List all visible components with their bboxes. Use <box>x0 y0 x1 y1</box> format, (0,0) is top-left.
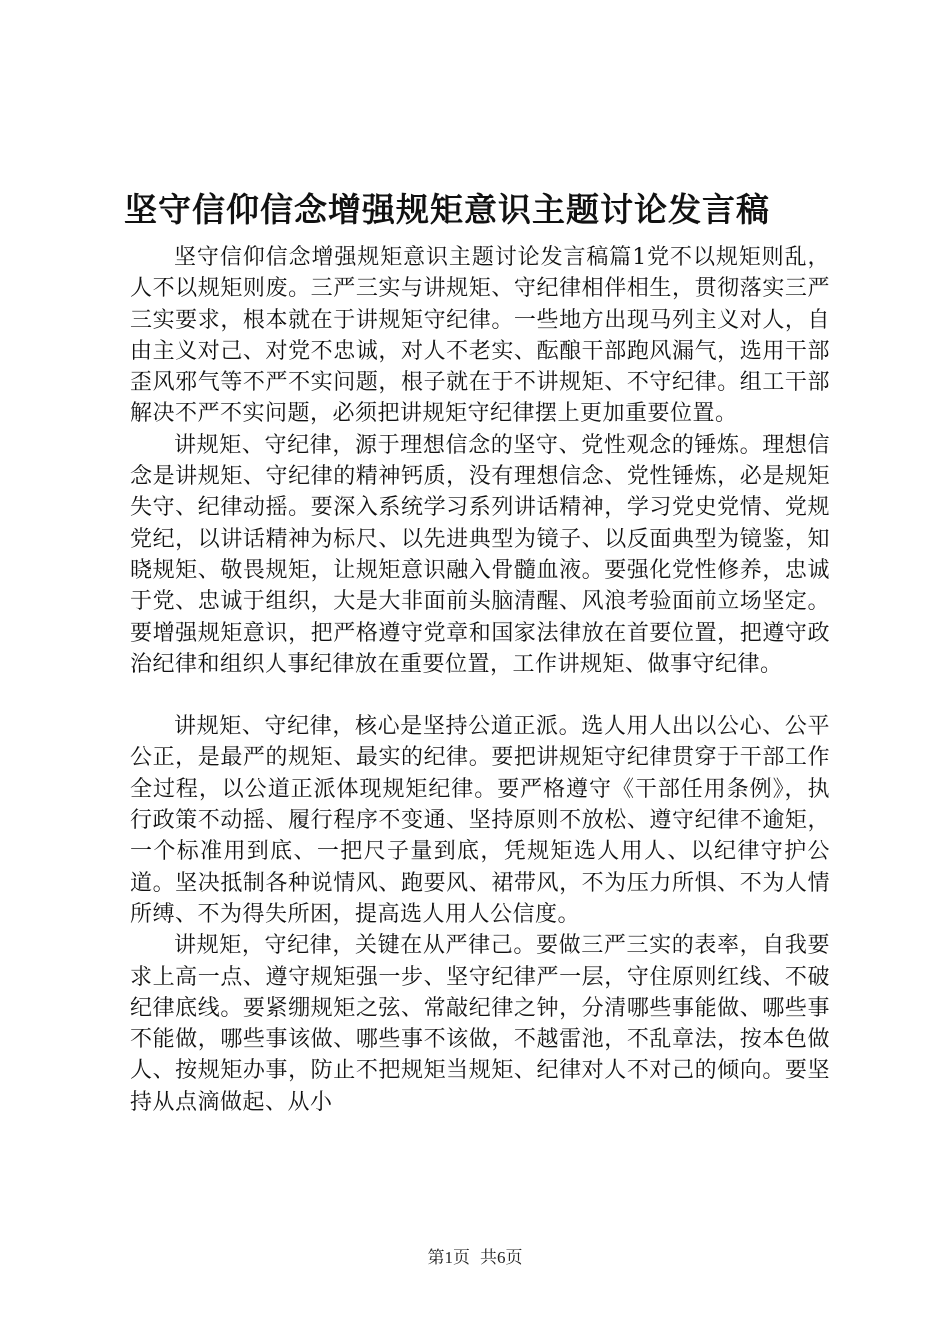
page-total: 共6页 <box>480 1248 523 1267</box>
page-number: 第1页 <box>427 1248 470 1267</box>
document-page <box>124 190 830 1118</box>
paragraph-2: 讲规矩、守纪律，源于理想信念的坚守、党性观念的锤炼。理想信念是讲规矩、守纪律的精神钙质，没有理想信念、党性锤炼，必是规矩失守、纪律动摇。要深入系统学习系列讲话精神，学习党史党情、党规党纪，以讲话精神为标尺、以先进典型为镜子、以反面典型为镜鉴，知晓规矩、敬畏规矩，让规矩意识融入骨髓血液。要强化党性修养，忠诚于党、忠诚于组织，大是大非面前头脑清醒、风浪考验面前立场坚定。要增强规矩意识，把严格遵守党章和国家法律放在首要位置，把遵守政治纪律和组织人事纪律放在重要位置，工作讲规矩、做事守纪律。 <box>130 432 830 677</box>
page-footer <box>0 1243 950 1268</box>
paragraph-3: 讲规矩、守纪律，核心是坚持公道正派。选人用人出以公心、公平公正，是最严的规矩、最实的纪律。要把讲规矩守纪律贯穿于干部工作全过程，以公道正派体现规矩纪律。要严格遵守《干部任用条例》，执行政策不动摇、履行程序不变通、坚持原则不放松、遵守纪律不逾矩，一个标准用到底、一把尺子量到底，凭规矩选人用人、以纪律守护公道。坚决抵制各种说情风、跑要风、裙带风，不为压力所惧、不为人情所缚、不为得失所困，提高选人用人公信度。 <box>130 714 830 927</box>
document-title: 坚守信仰信念增强规矩意识主题讨论发言稿 <box>124 190 770 229</box>
paragraph-4: 讲规矩，守纪律，关键在从严律己。要做三严三实的表率，自我要求上高一点、遵守规矩强一步、坚守纪律严一层，守住原则红线、不破纪律底线。要紧绷规矩之弦、常敲纪律之钟，分清哪些事能做、哪些事不能做，哪些事该做、哪些事不该做，不越雷池，不乱章法，按本色做人、按规矩办事，防止不把规矩当规矩、纪律对人不对己的倾向。要坚持从点滴做起、从小 <box>130 933 830 1115</box>
paragraph-1: 坚守信仰信念增强规矩意识主题讨论发言稿篇1党不以规矩则乱，人不以规矩则废。三严三实与讲规矩、守纪律相伴相生，贯彻落实三严三实要求，根本就在于讲规矩守纪律。一些地方出现马列主义对人，自由主义对己、对党不忠诚，对人不老实、酝酿干部跑风漏气，选用干部歪风邪气等不严不实问题，根子就在于不讲规矩、不守纪律。组工干部解决不严不实问题，必须把讲规矩守纪律摆上更加重要位置。 <box>130 245 830 427</box>
